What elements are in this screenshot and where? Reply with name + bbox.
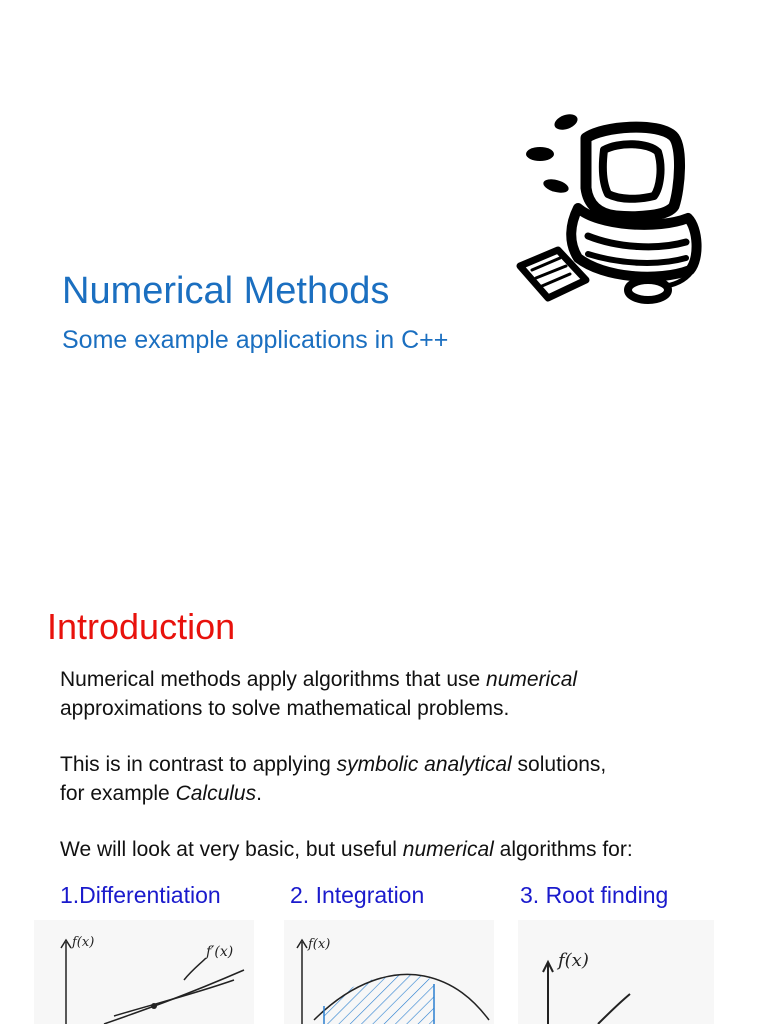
emphasis: numerical [402, 838, 494, 861]
root-finding-sketch [518, 920, 714, 1024]
introduction-slide [0, 512, 768, 1024]
text: We will look at very basic, but useful [60, 838, 403, 861]
axis-label: f(x) [72, 935, 95, 950]
curve-label: f′(x) [206, 944, 234, 960]
topic-root-finding: 3. Root finding [520, 882, 669, 908]
text: solutions, [511, 753, 607, 776]
slide-title: Numerical Methods [62, 270, 390, 312]
computer-clipart-icon [508, 108, 708, 308]
slide-heading: Introduction [47, 606, 236, 647]
paragraph-contrast [60, 750, 606, 808]
differentiation-sketch [34, 920, 254, 1024]
emphasis: Calculus [175, 782, 257, 805]
slide-subtitle: Some example applications in C++ [62, 326, 449, 354]
topic-integration: 2. Integration [290, 882, 425, 908]
text: . [256, 782, 262, 805]
axis-label: f(x) [308, 937, 331, 952]
text: This is in contrast to applying [60, 753, 337, 776]
text: algorithms for: [493, 838, 633, 861]
paragraph-algorithms [60, 835, 633, 864]
emphasis: numerical [486, 668, 578, 691]
text: for example [60, 782, 176, 805]
topic-differentiation: 1.Differentiation [60, 882, 221, 908]
emphasis: symbolic analytical [336, 753, 512, 776]
paragraph-numerical-methods [60, 665, 577, 723]
integration-sketch [284, 920, 494, 1024]
text: approximations to solve mathematical problems. [60, 697, 510, 720]
text: Numerical methods apply algorithms that use [60, 668, 487, 691]
axis-label: f(x) [558, 950, 589, 971]
